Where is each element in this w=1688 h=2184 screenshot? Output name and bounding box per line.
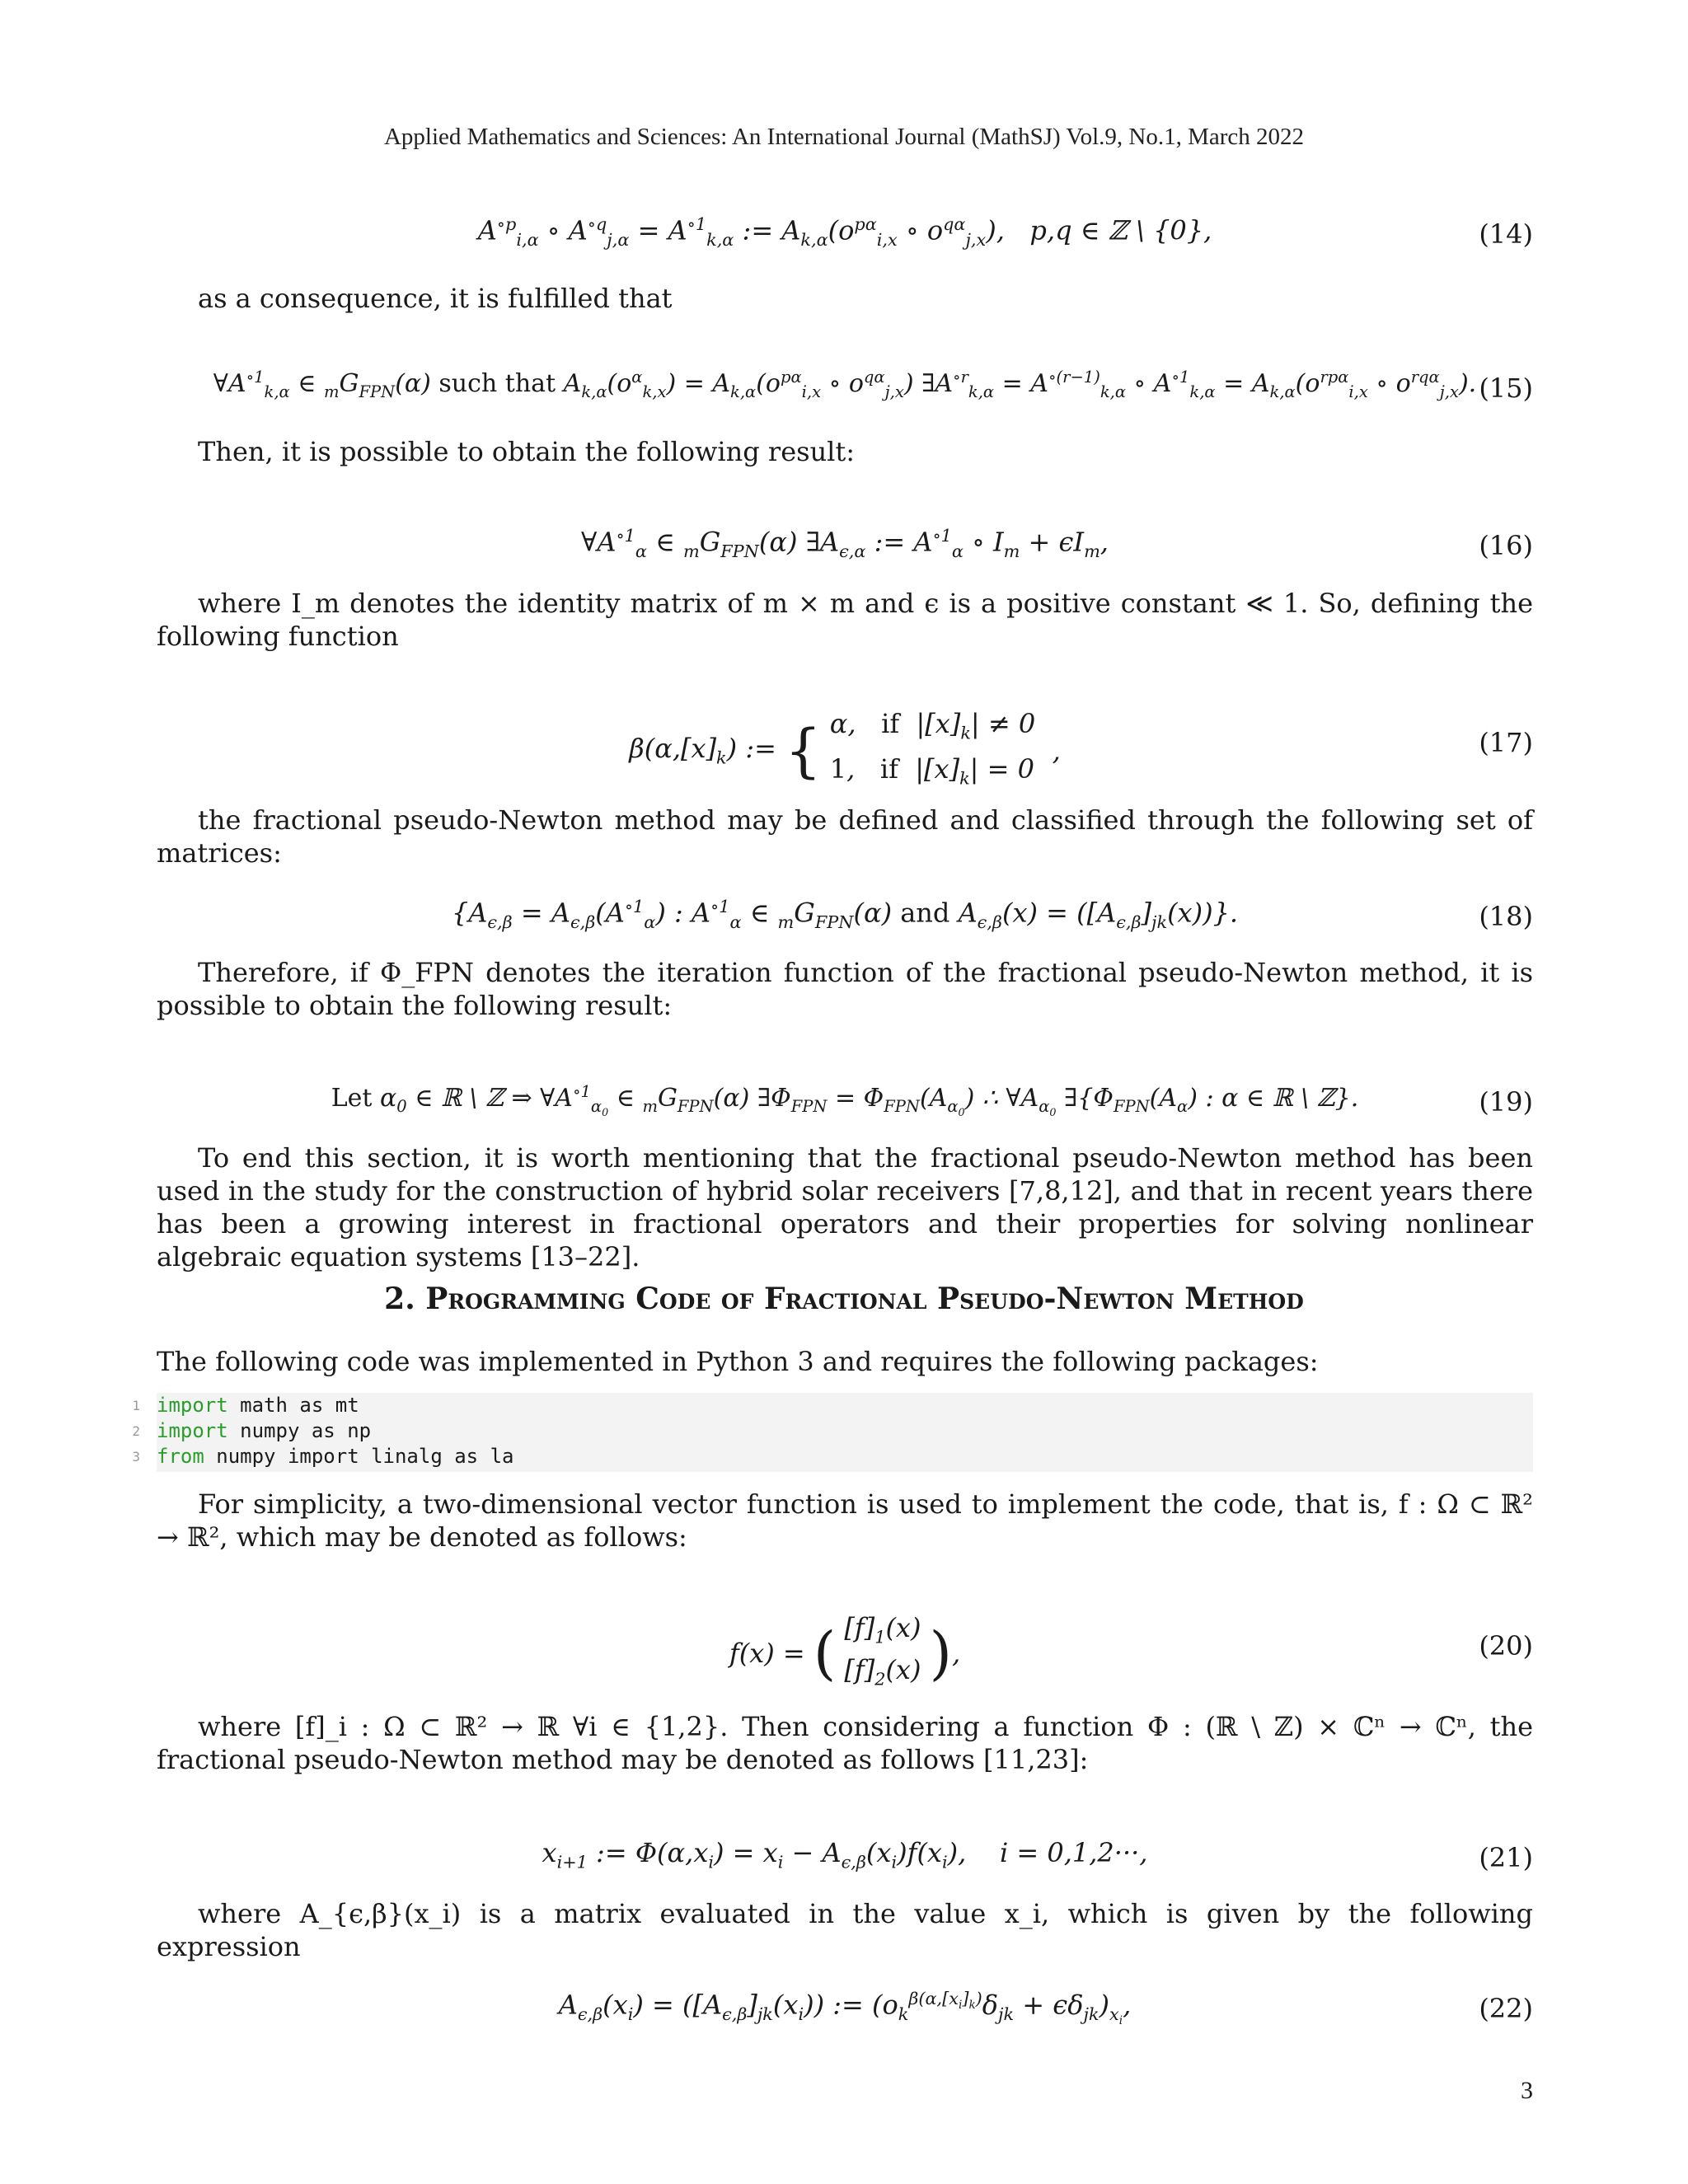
equation-number: (21) bbox=[1479, 1842, 1533, 1873]
equation-20: f(x) = ( $[f]_1(x)$ $[f]_2(x)$ ), bbox=[729, 1612, 961, 1690]
equation-number: (19) bbox=[1479, 1086, 1533, 1118]
code-line bbox=[132, 1444, 1533, 1469]
page-number: 3 bbox=[1521, 2077, 1533, 2104]
equation-number: (14) bbox=[1479, 218, 1533, 250]
equation-number: (20) bbox=[1479, 1630, 1533, 1661]
paragraph: as a consequence, it is fulfilled that bbox=[198, 283, 673, 314]
code-line bbox=[132, 1418, 1533, 1444]
paragraph: the fractional pseudo-Newton method may be defined and classified through the following set of matrices: bbox=[157, 804, 1533, 869]
code-keyword: import bbox=[157, 1394, 228, 1417]
equation-17: $\beta(\alpha,[x]_k)$ := { α, if $|[x]_k| \ne 0$ 1, if $|[x]_k| = 0$ , bbox=[629, 708, 1061, 789]
code-keyword: from bbox=[157, 1445, 204, 1468]
equation-number: (15) bbox=[1479, 373, 1533, 404]
journal-header: Applied Mathematics and Sciences: An International Journal (MathSJ) Vol.9, No.1, March 2022 bbox=[383, 124, 1305, 150]
paragraph: The following code was implemented in Python 3 and requires the following packages: bbox=[157, 1346, 1319, 1377]
paragraph: where I_m denotes the identity matrix of m × m and ϵ is a positive constant ≪ 1. So, defining the following function bbox=[157, 588, 1533, 652]
code-line bbox=[132, 1393, 1533, 1418]
equation-number: (16) bbox=[1479, 530, 1533, 561]
paragraph: For simplicity, a two-dimensional vector function is used to implement the code, that is, f : Ω ⊂ ℝ² → ℝ², which may be denoted as follows: bbox=[157, 1488, 1533, 1553]
equation-21: $x_{i+1}$ := $\Phi(\alpha,x_i) = x_i - A_{\epsilon,\beta}(x_i)f(x_i)$, i = 0,1,2···, bbox=[542, 1837, 1148, 1872]
equation-number: (17) bbox=[1479, 727, 1533, 758]
paragraph: Then, it is possible to obtain the following result: bbox=[198, 436, 856, 467]
equation-15: $\forall A^{\circ 1}_{k,\alpha}$ ∈ $_mG_{FPN}(\alpha)$ such that $A_{k,\alpha}(o^\alpha_{k,x}) = A_{k,\alpha}(o^{p\alpha}_{i,x}$ ∘ $o^{q\alpha}_{j,x}$) $\exists A^{\circ r}_{k,\alpha} = A^{\circ(r-1)}_{k,\alpha}$ ∘ $A^{\circ 1}_{k,\alpha} = A_{k,\alpha}(o^{rp\alpha}_{i,x}$ ∘ $o^{rq\alpha}_{j,x}$). bbox=[213, 368, 1477, 401]
code-keyword: import bbox=[157, 1419, 228, 1442]
paragraph: Therefore, if Φ_FPN denotes the iteration function of the fractional pseudo-Newton method, it is possible to obtain the following result: bbox=[157, 957, 1533, 1021]
equation-22: $A_{\epsilon,\beta}(x_i) = ([A_{\epsilon,\beta}]_{jk}(x_i))$ := $(o_k^{\beta(\alpha,[x_i]_k)}\delta_{jk} + \epsilon\delta_{jk})_{x_i}$, bbox=[558, 1989, 1132, 2028]
equation-number: (18) bbox=[1479, 901, 1533, 932]
code-block bbox=[132, 1393, 1533, 1472]
equation-19: Let $\alpha_0$ ∈ ℝ \ ℤ ⇒ $\forall A^{\circ 1}_{\alpha_0}$ ∈ $_mG_{FPN}(\alpha)$ $\exists\Phi_{FPN} = \Phi_{FPN}(A_{\alpha_0})$ ∴ $\forall A_{\alpha_0}$ $\exists\{\Phi_{FPN}(A_\alpha)$ : α ∈ ℝ \ ℤ}. bbox=[331, 1082, 1359, 1118]
paragraph: To end this section, it is worth mentioning that the fractional pseudo-Newton method has been used in the study for the construction of hybrid solar receivers [7,8,12], and that in recent years there has been a growing interest in fractional operators and their properties for solving nonlinear algebraic equation systems [13–22]. bbox=[157, 1142, 1533, 1272]
section-heading: 2. Programming Code of Fractional Pseudo-Newton Method bbox=[384, 1282, 1304, 1316]
equation-18: {$A_{\epsilon,\beta} = A_{\epsilon,\beta}(A^{\circ 1}_\alpha)$ : $A^{\circ 1}_\alpha$ ∈ $_mG_{FPN}(\alpha)$ and $A_{\epsilon,\beta}(x) = ([A_{\epsilon,\beta}]_{jk}(x))$}. bbox=[451, 897, 1239, 933]
code-text: math as mt bbox=[227, 1394, 359, 1417]
line-number: 3 bbox=[132, 1449, 140, 1465]
paragraph: where [f]_i : Ω ⊂ ℝ² → ℝ ∀i ∈ {1,2}. Then considering a function Φ : (ℝ \ ℤ) × ℂⁿ → ℂⁿ, the fractional pseudo-Newton method may be denoted as follows [11,23]: bbox=[157, 1711, 1534, 1775]
equation-16: $\forall A^{\circ 1}_\alpha$ ∈ $_mG_{FPN}(\alpha)$ $\exists A_{\epsilon,\alpha}$ := $A^{\circ 1}_\alpha$ ∘ $I_m + \epsilon I_m$, bbox=[581, 526, 1109, 562]
line-number: 1 bbox=[132, 1398, 140, 1413]
code-text: numpy as np bbox=[227, 1419, 372, 1442]
equation-14: $A^{\circ p}_{i,\alpha}$ ∘ $A^{\circ q}_{j,\alpha} = A^{\circ 1}_{k,\alpha}$ := $A_{k,\alpha}(o^{p\alpha}_{i,x}$ ∘ $o^{q\alpha}_{j,x}$), p,q ∈ ℤ \ {0}, bbox=[477, 214, 1212, 251]
line-number: 2 bbox=[132, 1423, 140, 1439]
paragraph: where A_{ϵ,β}(x_i) is a matrix evaluated in the value x_i, which is given by the following expression bbox=[157, 1898, 1533, 1962]
equation-number: (22) bbox=[1479, 1993, 1533, 2024]
code-text: numpy import linalg as la bbox=[204, 1445, 514, 1468]
